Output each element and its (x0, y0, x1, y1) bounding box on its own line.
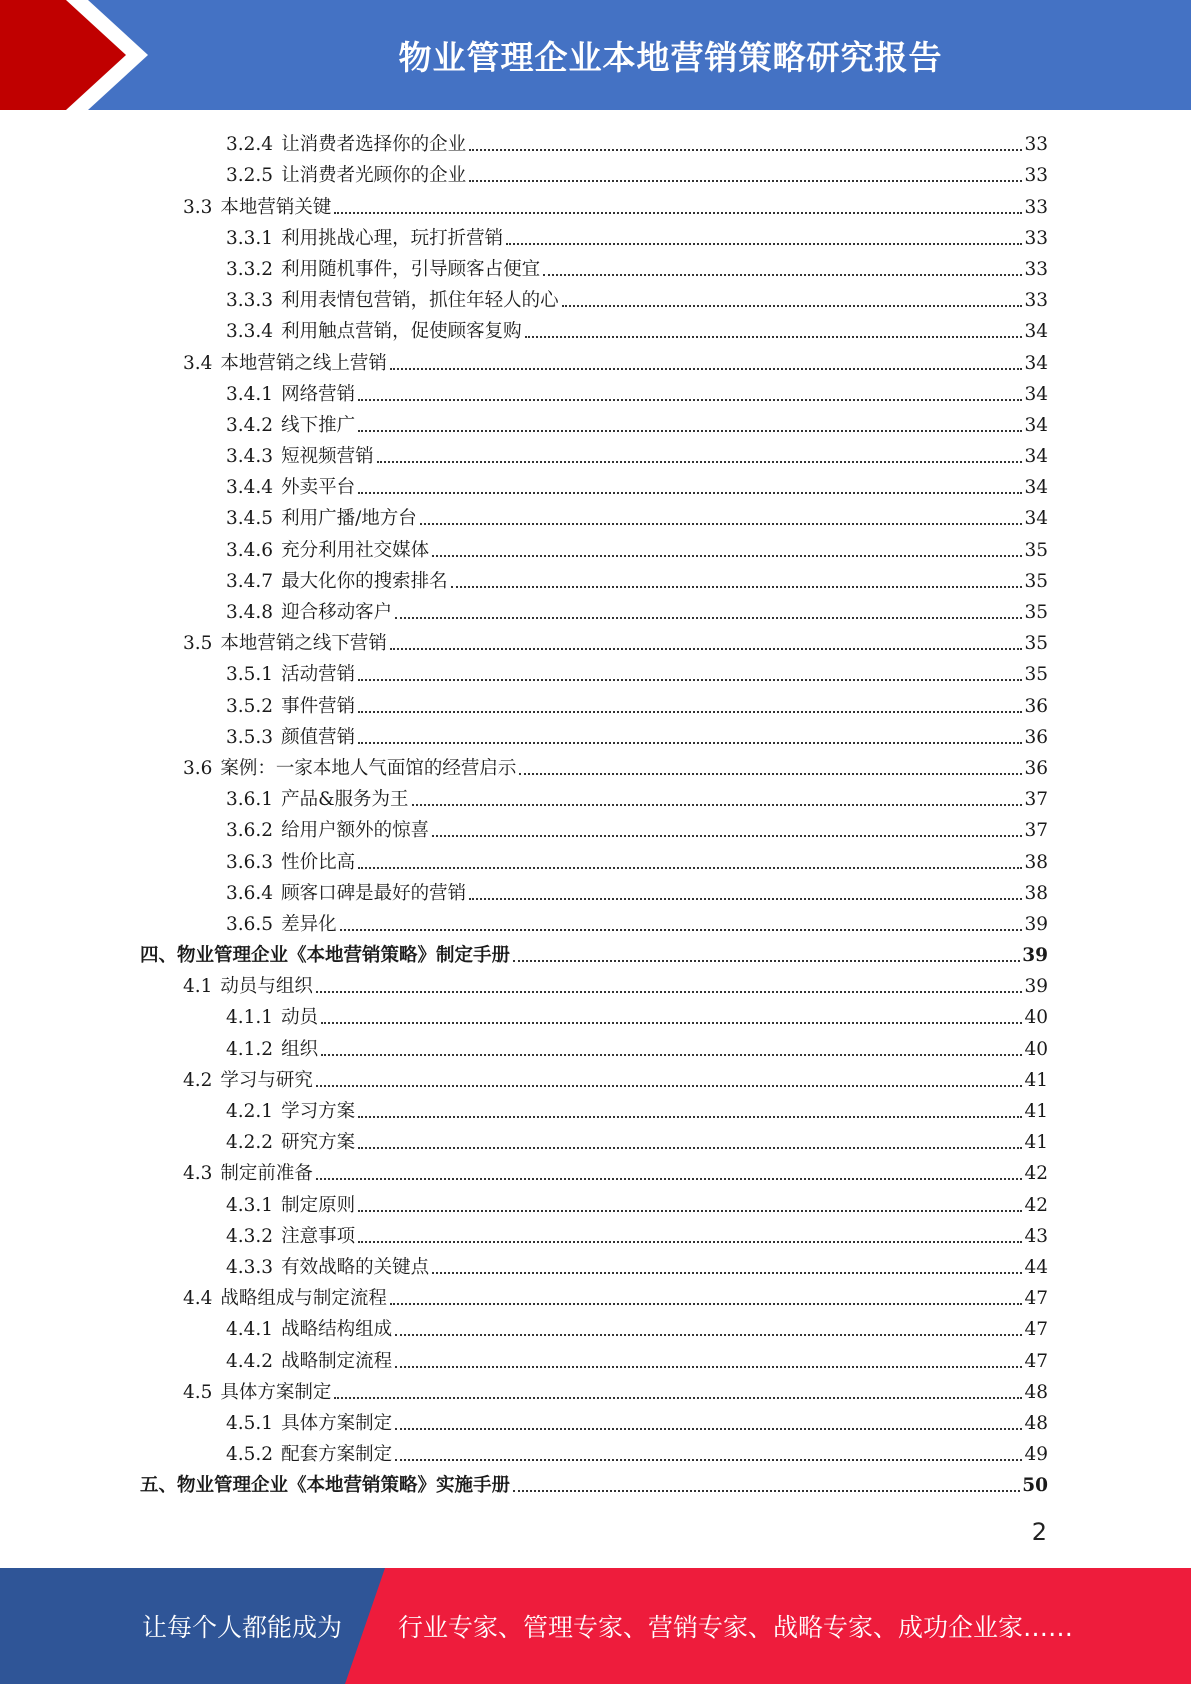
toc-entry-number: 3.4.1 (226, 383, 274, 405)
toc-entry-page: 41 (1024, 1101, 1048, 1122)
toc-entry-number: 3.6.1 (226, 789, 274, 811)
toc-entry-page: 37 (1024, 789, 1048, 811)
toc-entry-page: 40 (1024, 1007, 1048, 1029)
toc-entry-page: 33 (1024, 227, 1048, 249)
toc-entry-title: 颜值营销 (281, 726, 356, 748)
toc-entry-title: 网络营销 (281, 383, 356, 405)
toc-entry-page: 49 (1024, 1444, 1048, 1466)
toc-dot-leader (395, 1459, 1022, 1461)
toc-entry-title: 差异化 (281, 913, 337, 935)
toc-entry-page: 35 (1024, 664, 1048, 686)
toc-dot-leader (395, 1334, 1022, 1336)
toc-entry-title: 制定原则 (281, 1194, 356, 1216)
toc-dot-leader (316, 1178, 1023, 1180)
table-of-contents (140, 127, 1048, 1499)
toc-entry[interactable] (140, 657, 1048, 688)
toc-entry[interactable] (140, 938, 1048, 969)
toc-entry-number: 3.3.2 (226, 258, 274, 280)
toc-entry-title: 给用户额外的惊喜 (281, 820, 430, 842)
toc-entry[interactable] (140, 595, 1048, 626)
toc-entry-number: 4.4.1 (226, 1319, 274, 1341)
toc-dot-leader (519, 773, 1022, 775)
toc-entry-number: 3.6.5 (226, 913, 274, 935)
toc-entry-title: 学习方案 (281, 1101, 356, 1122)
toc-entry[interactable] (140, 1437, 1048, 1468)
toc-entry-page: 39 (1024, 913, 1048, 935)
toc-entry-number: 3.6.4 (226, 882, 274, 904)
toc-entry[interactable] (140, 720, 1048, 751)
toc-dot-leader (316, 1085, 1023, 1087)
toc-entry-title: 利用表情包营销，抓住年轻人的心 (281, 290, 559, 312)
toc-entry-number: 3.4.5 (226, 508, 274, 530)
toc-entry-number: 4.1.1 (226, 1007, 274, 1029)
toc-entry-page: 34 (1024, 321, 1048, 343)
toc-entry-number: 3.4 (183, 352, 213, 374)
toc-entry-page: 39 (1024, 976, 1048, 998)
toc-entry-title: 利用触点营销，促使顾客复购 (281, 321, 522, 343)
toc-entry[interactable] (140, 439, 1048, 470)
toc-entry-title: 本地营销之线下营销 (220, 633, 387, 655)
toc-entry-title: 让消费者选择你的企业 (281, 134, 467, 156)
header-arrow (0, 0, 126, 110)
toc-entry[interactable] (140, 813, 1048, 844)
toc-dot-leader (358, 742, 1022, 744)
toc-entry[interactable] (140, 1063, 1048, 1094)
toc-entry-page: 41 (1024, 1132, 1048, 1154)
toc-entry-number: 4.5.1 (226, 1412, 274, 1434)
toc-entry[interactable] (140, 1156, 1048, 1187)
toc-entry-page: 34 (1024, 477, 1048, 499)
toc-entry-page: 47 (1024, 1319, 1048, 1341)
toc-entry-number: 3.3.1 (226, 227, 274, 249)
toc-entry-number: 3.4.4 (226, 477, 274, 499)
toc-entry-number: 4.4.2 (226, 1350, 274, 1372)
toc-entry-number: 3.5.3 (226, 726, 274, 748)
toc-entry-page: 33 (1024, 134, 1048, 156)
toc-dot-leader (316, 991, 1023, 993)
toc-dot-leader (513, 1490, 1020, 1492)
toc-entry-number: 3.4.7 (226, 570, 274, 592)
toc-dot-leader (334, 1397, 1022, 1399)
toc-entry-page: 36 (1024, 695, 1048, 717)
toc-entry-title: 具体方案制定 (220, 1381, 332, 1403)
toc-entry-title: 活动营销 (281, 664, 356, 686)
toc-entry[interactable] (140, 1031, 1048, 1062)
toc-entry-title: 动员 (281, 1007, 319, 1029)
toc-dot-leader (420, 523, 1023, 525)
toc-entry-page: 42 (1024, 1194, 1048, 1216)
toc-entry[interactable] (140, 876, 1048, 907)
toc-dot-leader (390, 1303, 1023, 1305)
toc-entry-title: 案例：一家本地人气面馆的经营启示 (220, 757, 517, 779)
toc-entry-title: 利用广播/地方台 (281, 508, 417, 530)
toc-entry-title: 五、物业管理企业《本地营销策略》实施手册 (140, 1475, 511, 1497)
toc-entry-title: 产品&服务为王 (281, 789, 409, 811)
toc-entry-title: 本地营销之线上营销 (220, 352, 387, 374)
toc-entry[interactable] (140, 1281, 1048, 1312)
toc-entry[interactable] (140, 1125, 1048, 1156)
toc-entry-page: 44 (1024, 1256, 1048, 1278)
footer-slogan-right: 行业专家、管理专家、营销专家、战略专家、成功企业家…… (398, 1613, 1074, 1642)
toc-entry-number: 3.5.1 (226, 664, 274, 686)
toc-entry[interactable] (140, 470, 1048, 501)
page-header (0, 0, 1191, 110)
toc-entry-page: 42 (1024, 1163, 1048, 1185)
toc-dot-leader (395, 1366, 1022, 1368)
toc-dot-leader (469, 149, 1022, 151)
toc-entry-page: 35 (1024, 602, 1048, 623)
toc-entry-number: 4.5 (183, 1381, 213, 1403)
toc-entry-title: 本地营销关键 (220, 196, 332, 218)
toc-entry-title: 配套方案制定 (281, 1444, 393, 1466)
toc-entry-title: 有效战略的关键点 (281, 1256, 430, 1278)
toc-entry[interactable] (140, 1187, 1048, 1218)
toc-dot-leader (543, 274, 1022, 276)
toc-dot-leader (562, 305, 1023, 307)
toc-entry-page: 47 (1024, 1350, 1048, 1372)
toc-dot-leader (395, 617, 1022, 619)
page-number: 2 (1031, 1518, 1047, 1546)
toc-entry[interactable] (140, 969, 1048, 1000)
toc-entry-number: 4.5.2 (226, 1444, 274, 1466)
toc-entry-title: 短视频营销 (281, 446, 374, 468)
toc-entry-page: 37 (1024, 820, 1048, 842)
toc-entry-number: 4.3 (183, 1163, 213, 1185)
toc-entry-page: 41 (1024, 1069, 1048, 1091)
toc-entry-number: 3.3 (183, 196, 213, 218)
toc-entry-title: 学习与研究 (220, 1069, 313, 1091)
toc-entry[interactable] (140, 1094, 1048, 1125)
toc-entry-page: 38 (1024, 851, 1048, 873)
toc-entry-page: 34 (1024, 508, 1048, 530)
toc-entry[interactable] (140, 782, 1048, 813)
toc-entry[interactable] (140, 501, 1048, 532)
toc-entry[interactable] (140, 345, 1048, 376)
toc-dot-leader (358, 711, 1022, 713)
toc-dot-leader (321, 1054, 1022, 1056)
toc-entry-title: 顾客口碑是最好的营销 (281, 882, 467, 904)
toc-entry-title: 外卖平台 (281, 477, 356, 499)
toc-entry[interactable] (140, 408, 1048, 439)
toc-entry-number: 3.6 (183, 757, 213, 779)
toc-entry-page: 36 (1024, 757, 1048, 779)
toc-entry-page: 33 (1024, 165, 1048, 187)
toc-entry-title: 性价比高 (281, 851, 356, 873)
toc-dot-leader (358, 1116, 1022, 1118)
toc-entry-title: 战略组成与制定流程 (220, 1288, 387, 1310)
toc-entry-number: 3.4.3 (226, 446, 274, 468)
toc-entry[interactable] (140, 221, 1048, 252)
toc-dot-leader (358, 1147, 1022, 1149)
toc-entry[interactable] (140, 564, 1048, 595)
toc-entry-page: 33 (1024, 258, 1048, 280)
toc-entry-page: 34 (1024, 414, 1048, 436)
toc-dot-leader (321, 1022, 1022, 1024)
footer-slogan-left: 让每个人都能成为 (142, 1613, 343, 1642)
toc-entry-number: 3.3.3 (226, 290, 274, 312)
toc-entry-page: 38 (1024, 882, 1048, 904)
toc-entry-title: 利用挑战心理，玩打折营销 (281, 227, 504, 249)
toc-entry[interactable] (140, 314, 1048, 345)
toc-entry-page: 50 (1022, 1475, 1048, 1497)
toc-entry-number: 4.4 (183, 1288, 213, 1310)
toc-entry-page: 43 (1024, 1225, 1048, 1247)
toc-entry[interactable] (140, 532, 1048, 563)
toc-entry-number: 3.3.4 (226, 321, 274, 343)
toc-entry[interactable] (140, 844, 1048, 875)
toc-entry-title: 制定前准备 (220, 1163, 313, 1185)
toc-entry-number: 4.1.2 (226, 1038, 274, 1060)
toc-entry-title: 注意事项 (281, 1225, 356, 1247)
toc-entry[interactable] (140, 751, 1048, 782)
toc-dot-leader (432, 835, 1022, 837)
toc-entry-number: 3.2.5 (226, 165, 274, 187)
toc-entry-title: 让消费者光顾你的企业 (281, 165, 467, 187)
toc-entry-title: 迎合移动客户 (281, 602, 393, 623)
toc-entry[interactable] (140, 1375, 1048, 1406)
toc-entry-number: 3.4.2 (226, 414, 274, 436)
toc-entry-page: 35 (1024, 570, 1048, 592)
toc-entry-page: 48 (1024, 1412, 1048, 1434)
toc-entry-page: 35 (1024, 633, 1048, 655)
toc-entry-title: 四、物业管理企业《本地营销策略》制定手册 (140, 945, 511, 967)
toc-entry-title: 战略结构组成 (281, 1319, 393, 1341)
toc-dot-leader (432, 555, 1022, 557)
toc-entry-title: 线下推广 (281, 414, 356, 436)
document-title: 物业管理企业本地营销策略研究报告 (398, 37, 943, 77)
toc-entry-title: 动员与组织 (220, 976, 313, 998)
toc-entry-page: 33 (1024, 196, 1048, 218)
toc-entry-page: 35 (1024, 539, 1048, 561)
toc-entry-title: 战略制定流程 (281, 1350, 393, 1372)
toc-dot-leader (395, 1428, 1022, 1430)
toc-entry[interactable] (140, 907, 1048, 938)
toc-entry-page: 34 (1024, 352, 1048, 374)
toc-entry-page: 40 (1024, 1038, 1048, 1060)
toc-dot-leader (358, 679, 1022, 681)
toc-entry[interactable] (140, 189, 1048, 220)
toc-dot-leader (358, 430, 1022, 432)
toc-entry[interactable] (140, 1406, 1048, 1437)
toc-entry-title: 利用随机事件，引导顾客占便宜 (281, 258, 541, 280)
toc-entry-number: 4.2 (183, 1069, 213, 1091)
toc-entry-title: 事件营销 (281, 695, 356, 717)
toc-entry-title: 充分利用社交媒体 (281, 539, 430, 561)
toc-entry[interactable] (140, 626, 1048, 657)
toc-entry-number: 4.3.2 (226, 1225, 274, 1247)
toc-entry-title: 组织 (281, 1038, 319, 1060)
toc-dot-leader (358, 867, 1022, 869)
toc-dot-leader (451, 586, 1023, 588)
toc-dot-leader (334, 212, 1022, 214)
toc-entry-page: 47 (1024, 1288, 1048, 1310)
toc-entry[interactable] (140, 252, 1048, 283)
toc-dot-leader (340, 929, 1023, 931)
toc-entry[interactable] (140, 158, 1048, 189)
toc-entry[interactable] (140, 1468, 1048, 1499)
page-footer (0, 1568, 1191, 1684)
toc-entry[interactable] (140, 283, 1048, 314)
toc-dot-leader (358, 1241, 1022, 1243)
toc-dot-leader (358, 492, 1022, 494)
toc-dot-leader (469, 180, 1022, 182)
toc-dot-leader (506, 243, 1022, 245)
toc-entry[interactable] (140, 1219, 1048, 1250)
toc-entry-number: 4.3.1 (226, 1194, 274, 1216)
toc-entry-number: 4.2.1 (226, 1101, 274, 1122)
toc-entry-page: 33 (1024, 290, 1048, 312)
toc-entry-number: 3.6.2 (226, 820, 274, 842)
toc-entry-page: 48 (1024, 1381, 1048, 1403)
toc-entry-number: 4.3.3 (226, 1256, 274, 1278)
toc-dot-leader (513, 960, 1020, 962)
toc-dot-leader (432, 1272, 1022, 1274)
toc-dot-leader (390, 648, 1023, 650)
toc-entry[interactable] (140, 377, 1048, 408)
toc-entry-number: 3.4.8 (226, 602, 274, 623)
toc-entry-number: 3.5 (183, 633, 213, 655)
toc-entry-page: 34 (1024, 383, 1048, 405)
toc-dot-leader (469, 898, 1022, 900)
toc-entry[interactable] (140, 1312, 1048, 1343)
toc-entry-number: 3.2.4 (226, 134, 274, 156)
toc-dot-leader (358, 399, 1022, 401)
toc-entry-page: 36 (1024, 726, 1048, 748)
toc-entry-number: 3.6.3 (226, 851, 274, 873)
toc-entry-page: 34 (1024, 446, 1048, 468)
toc-entry-title: 具体方案制定 (281, 1412, 393, 1434)
toc-dot-leader (390, 368, 1023, 370)
toc-dot-leader (412, 804, 1023, 806)
toc-entry[interactable] (140, 1343, 1048, 1374)
toc-entry-number: 3.5.2 (226, 695, 274, 717)
toc-entry-title: 最大化你的搜索排名 (281, 570, 448, 592)
toc-entry[interactable] (140, 1000, 1048, 1031)
toc-entry-number: 4.2.2 (226, 1132, 274, 1154)
toc-entry[interactable] (140, 1250, 1048, 1281)
toc-entry-title: 研究方案 (281, 1132, 356, 1154)
toc-entry[interactable] (140, 127, 1048, 158)
toc-dot-leader (525, 336, 1023, 338)
toc-dot-leader (377, 461, 1023, 463)
toc-entry-number: 4.1 (183, 976, 213, 998)
toc-dot-leader (358, 1210, 1022, 1212)
toc-entry[interactable] (140, 688, 1048, 719)
toc-entry-number: 3.4.6 (226, 539, 274, 561)
toc-entry-page: 39 (1022, 945, 1048, 967)
